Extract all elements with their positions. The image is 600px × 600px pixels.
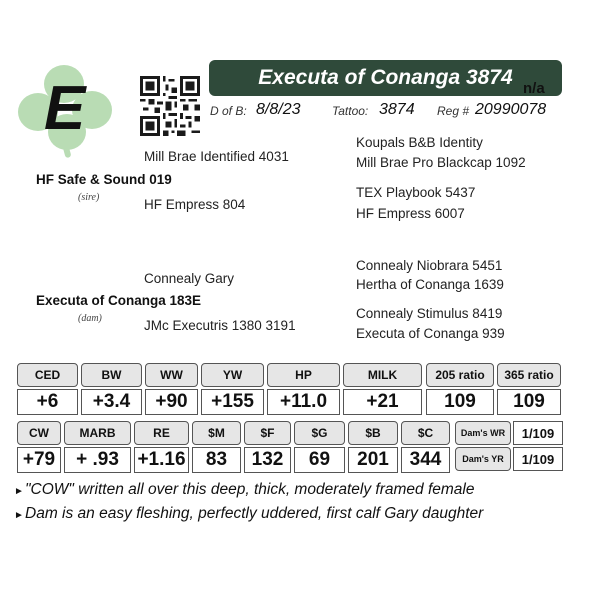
- note-line: "COW" written all over this deep, thick, moderately framed female: [25, 481, 475, 498]
- epd1-value: +6: [17, 389, 78, 415]
- bullet-icon: ►: [14, 486, 24, 497]
- pedigree-sd-dam: HF Empress 6007: [356, 206, 465, 221]
- epd2-value: 69: [294, 447, 345, 473]
- reg-value: 20990078: [475, 101, 547, 118]
- pedigree-sd-sire: TEX Playbook 5437: [356, 185, 476, 200]
- epd1-value: +90: [145, 389, 198, 415]
- epd2-header: MARB: [64, 421, 131, 445]
- pedigree-ss-sire: Koupals B&B Identity: [356, 135, 483, 150]
- pedigree-sire-dam: HF Empress 804: [144, 197, 246, 212]
- epd2-header: $M: [192, 421, 241, 445]
- epd1-header: CED: [17, 363, 78, 387]
- epd1-header: 205 ratio: [426, 363, 494, 387]
- tattoo-value: 3874: [379, 101, 415, 118]
- epd2-value: 83: [192, 447, 241, 473]
- dob-label: D of B:: [210, 104, 247, 118]
- qr-code-icon: [140, 76, 200, 136]
- dam-role-label: (dam): [78, 313, 102, 324]
- epd1-header: MILK: [343, 363, 422, 387]
- epd2-value: 344: [401, 447, 450, 473]
- note-line: Dam is an easy fleshing, perfectly uddered, first calf Gary daughter: [25, 505, 484, 522]
- dob-value: 8/8/23: [256, 101, 301, 118]
- pedigree-dam-dam: JMc Executris 1380 3191: [144, 318, 296, 333]
- epd2-value: +79: [17, 447, 61, 473]
- pedigree-sire-sire: Mill Brae Identified 4031: [144, 149, 289, 164]
- pedigree-sire: HF Safe & Sound 019: [36, 172, 172, 187]
- epd1-value: 109: [497, 389, 561, 415]
- pedigree-dd-sire: Connealy Stimulus 8419: [356, 306, 503, 321]
- pedigree-dam: Executa of Conanga 183E: [36, 293, 202, 308]
- na-label: n/a: [523, 80, 545, 97]
- epd2-header: $F: [244, 421, 291, 445]
- epd1-value: 109: [426, 389, 494, 415]
- epd1-header: BW: [81, 363, 142, 387]
- epd2-header: $B: [348, 421, 398, 445]
- bullet-icon: ►: [14, 510, 24, 521]
- epd1-header: HP: [267, 363, 340, 387]
- pedigree-ds-dam: Hertha of Conanga 1639: [356, 277, 504, 292]
- epd2-value: 132: [244, 447, 291, 473]
- epd2-value: + .93: [64, 447, 131, 473]
- epd2-header: CW: [17, 421, 61, 445]
- epd2-value: 201: [348, 447, 398, 473]
- epd2-header: $G: [294, 421, 345, 445]
- epd1-value: +155: [201, 389, 264, 415]
- epd1-header: 365 ratio: [497, 363, 561, 387]
- epd2-header: $C: [401, 421, 450, 445]
- epd2-value: +1.16: [134, 447, 189, 473]
- dams-yr-value: 1/109: [513, 447, 563, 471]
- animal-name-title: Executa of Conanga 3874: [258, 66, 513, 89]
- pedigree-ss-dam: Mill Brae Pro Blackcap 1092: [356, 155, 526, 170]
- epd1-value: +21: [343, 389, 422, 415]
- reg-label: Reg #: [437, 104, 470, 118]
- pedigree-ds-sire: Connealy Niobrara 5451: [356, 258, 503, 273]
- dams-yr-label: Dam's YR: [455, 447, 511, 471]
- pedigree-dam-sire: Connealy Gary: [144, 271, 235, 286]
- epd2-header: RE: [134, 421, 189, 445]
- epd1-value: +3.4: [81, 389, 142, 415]
- dams-wr-label: Dam's WR: [455, 421, 511, 445]
- epd1-header: WW: [145, 363, 198, 387]
- epd1-header: YW: [201, 363, 264, 387]
- dams-wr-value: 1/109: [513, 421, 563, 445]
- pedigree-dd-dam: Executa of Conanga 939: [356, 326, 505, 341]
- tattoo-label: Tattoo:: [332, 104, 369, 118]
- epd1-value: +11.0: [267, 389, 340, 415]
- logo-letter: E: [44, 74, 86, 143]
- sire-role-label: (sire): [78, 192, 100, 203]
